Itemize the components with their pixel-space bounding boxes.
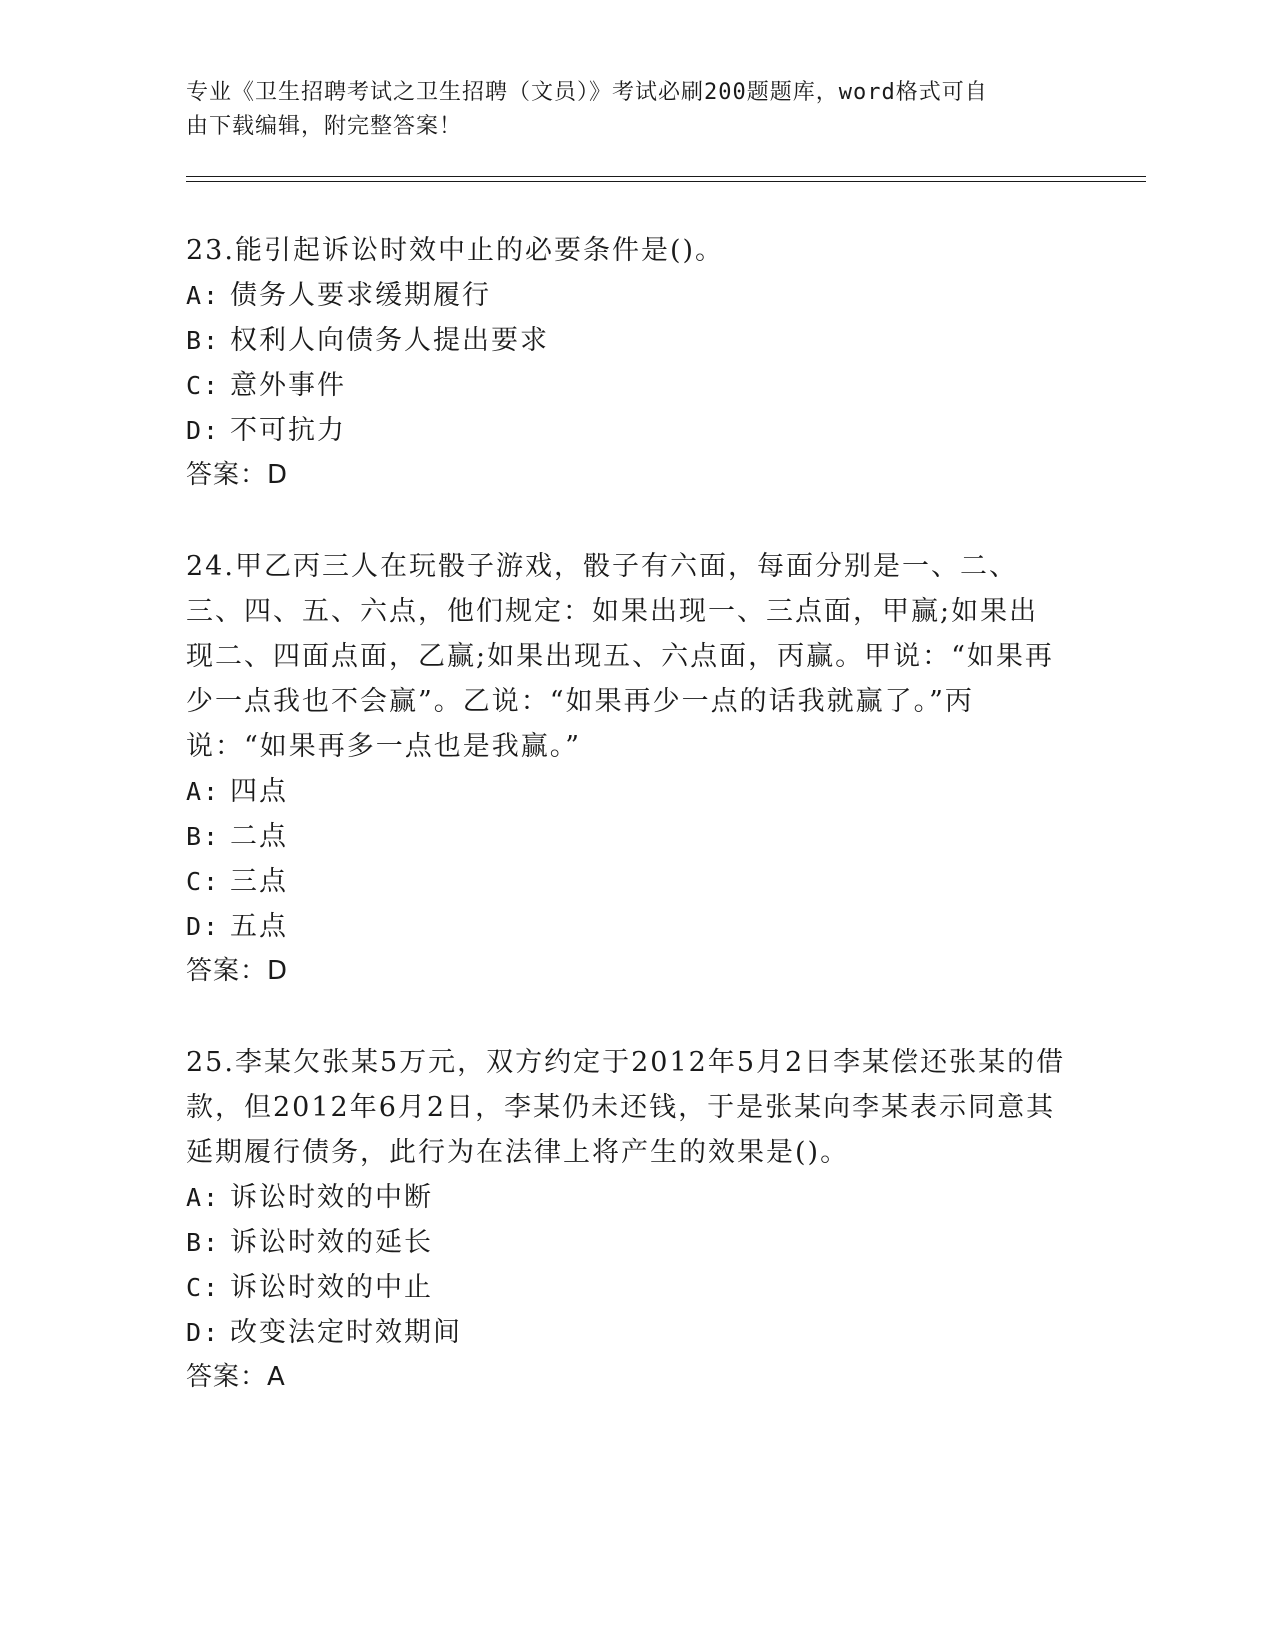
option-b xyxy=(186,814,1066,859)
option-text: 权利人向债务人提出要求 xyxy=(230,325,549,356)
option-letter: D: xyxy=(186,416,221,445)
option-text: 改变法定时效期间 xyxy=(230,1317,462,1348)
option-text: 三点 xyxy=(230,866,288,897)
option-text: 诉讼时效的中止 xyxy=(230,1272,433,1303)
option-d xyxy=(186,408,1066,453)
question-stem: 24.甲乙丙三人在玩骰子游戏，骰子有六面，每面分别是一、二、三、四、五、六点，他们规定：如果出现一、三点面，甲赢;如果出现二、四面点面，乙赢;如果出现五、六点面，丙赢。甲说：“如果再少一点我也不会赢”。乙说：“如果再少一点的话我就赢了。”丙说：“如果再多一点也是我赢。” xyxy=(186,551,1054,762)
option-b xyxy=(186,1220,1066,1265)
question-24 xyxy=(186,544,1066,994)
answer-line: 答案：D xyxy=(186,956,289,986)
option-text: 四点 xyxy=(230,776,288,807)
option-letter: C: xyxy=(186,867,221,896)
answer-line: 答案：A xyxy=(186,1362,286,1392)
question-stem: 25.李某欠张某5万元，双方约定于2012年5月2日李某偿还张某的借款，但2012年6月2日，李某仍未还钱，于是张某向李某表示同意其延期履行债务，此行为在法律上将产生的效果是()。 xyxy=(186,1047,1066,1168)
option-letter: A: xyxy=(186,777,221,806)
option-letter: B: xyxy=(186,822,221,851)
option-text: 诉讼时效的延长 xyxy=(230,1227,433,1258)
document-header xyxy=(186,76,1066,144)
question-25 xyxy=(186,1040,1066,1400)
header-line-2: 由下载编辑，附完整答案！ xyxy=(186,114,463,139)
option-text: 二点 xyxy=(230,821,288,852)
option-letter: D: xyxy=(186,1318,221,1347)
option-c xyxy=(186,1265,1066,1310)
header-divider-top xyxy=(186,176,1146,177)
question-list xyxy=(186,228,1066,1446)
option-text: 不可抗力 xyxy=(230,415,346,446)
option-letter: D: xyxy=(186,912,221,941)
option-letter: B: xyxy=(186,326,221,355)
option-d xyxy=(186,1310,1066,1355)
option-text: 意外事件 xyxy=(230,370,346,401)
option-letter: A: xyxy=(186,1183,221,1212)
header-line-1: 专业《卫生招聘考试之卫生招聘（文员）》考试必刷200题题库，word格式可自 xyxy=(186,80,988,105)
question-23 xyxy=(186,228,1066,498)
question-stem: 23.能引起诉讼时效中止的必要条件是()。 xyxy=(186,235,725,266)
option-letter: A: xyxy=(186,281,221,310)
option-a xyxy=(186,769,1066,814)
option-a xyxy=(186,1175,1066,1220)
option-letter: C: xyxy=(186,371,221,400)
option-text: 债务人要求缓期履行 xyxy=(230,280,491,311)
option-text: 五点 xyxy=(230,911,288,942)
option-a xyxy=(186,273,1066,318)
answer-line: 答案：D xyxy=(186,460,289,490)
option-letter: B: xyxy=(186,1228,221,1257)
option-letter: C: xyxy=(186,1273,221,1302)
option-d xyxy=(186,904,1066,949)
option-b xyxy=(186,318,1066,363)
option-c xyxy=(186,363,1066,408)
option-text: 诉讼时效的中断 xyxy=(230,1182,433,1213)
header-divider-bottom xyxy=(186,181,1146,182)
option-c xyxy=(186,859,1066,904)
